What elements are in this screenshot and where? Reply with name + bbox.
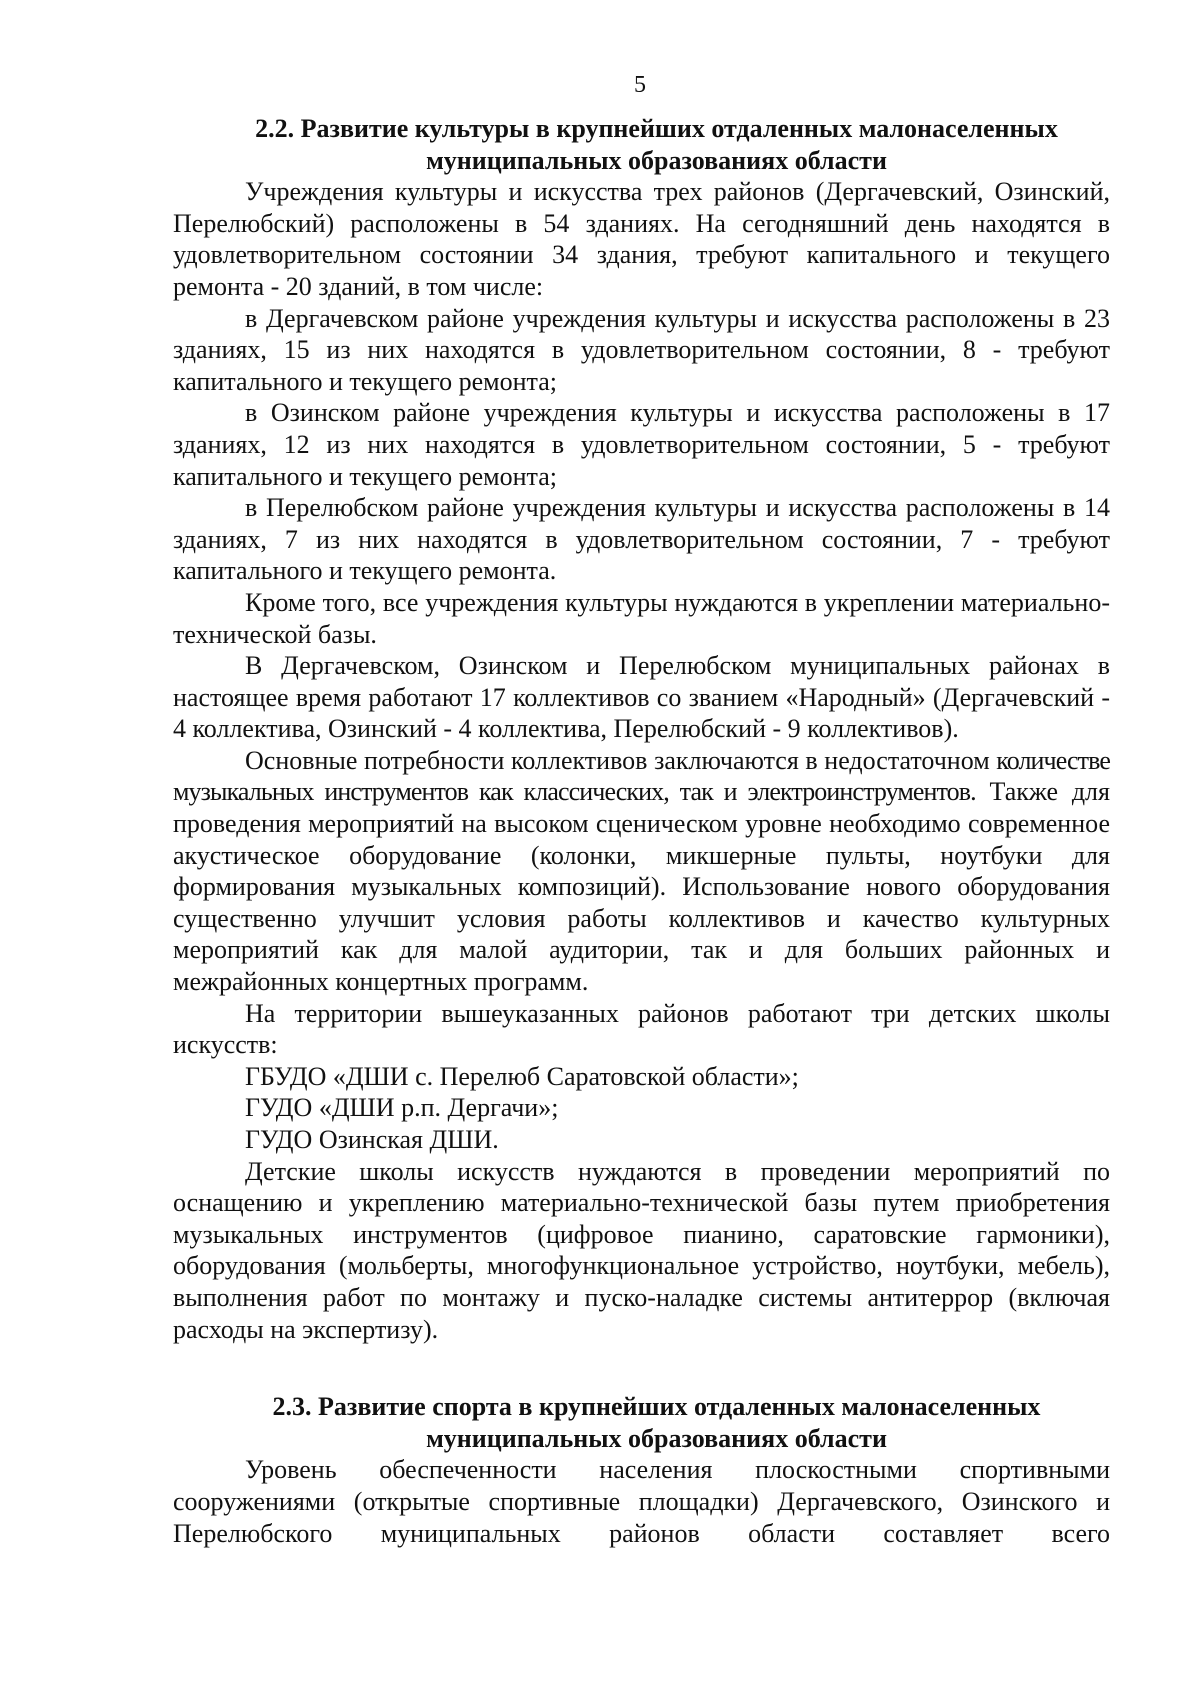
paragraph-buildings-overview: Учреждения культуры и искусства трех районов (Дергачевский, Озинский, Перелюбский) расположены в 54 зданиях. На сегодняшний день находятся в удовлетворительном состоянии 34 здания, требуют капитального и текущего ремонта - 20 зданий, в том числе: — [173, 177, 1110, 301]
collectives-needs-line1: Основные потребности коллективов заключаются в недостаточном — [245, 745, 990, 775]
section-2-3-heading-line1: 2.3. Развитие спорта в крупнейших отдаленных малонаселенных — [272, 1392, 1041, 1422]
collectives-needs-line2: количестве музыкальных инструментов как классических, так и электроинструментов. — [173, 745, 1110, 807]
collectives-needs-rest: Также для проведения мероприятий на высоком сценическом уровне необходимо современное акустическое оборудование (колонки, микшерные пульты, ноутбуки для формирования музыкальных композиций). Использование нового оборудования существенно улучшит условия работы коллективов и качество культурных мероприятий как для малой аудитории, так и для больших районных и межрайонных концертных программ. — [173, 777, 1110, 997]
document-body — [173, 113, 1110, 1549]
paragraph-dergachevsky: в Дергачевском районе учреждения культуры и искусства расположены в 23 зданиях, 15 из них находятся в удовлетворительном состоянии, 8 - требуют капитального и текущего ремонта; — [173, 303, 1110, 396]
school-item: ГУДО «ДШИ р.п. Дергачи»; — [245, 1093, 559, 1123]
section-2-3-heading-line2: муниципальных образованиях области — [426, 1423, 887, 1453]
paragraph-material-base: Кроме того, все учреждения культуры нуждаются в укреплении материально-технической базы. — [173, 587, 1110, 649]
paragraph-sports-facilities: Уровень обеспеченности населения плоскостными спортивными сооружениями (открытые спортивные площадки) Дергачевского, Озинского и Перелюбского муниципальных районов области составляет всего — [173, 1455, 1110, 1548]
section-2-2-heading-line1: 2.2. Развитие культуры в крупнейших отдаленных малонаселенных — [255, 114, 1058, 143]
paragraph-folk-collectives: В Дергачевском, Озинском и Перелюбском муниципальных районах в настоящее время работают 17 коллективов со званием «Народный» (Дергачевский - 4 коллектива, Озинский - 4 коллектива, Перелюбский - 9 коллективов). — [173, 651, 1110, 744]
school-item: ГУДО Озинская ДШИ. — [245, 1125, 499, 1154]
school-item: ГБУДО «ДШИ с. Перелюб Саратовской области»; — [245, 1061, 799, 1091]
paragraph-schools-intro: На территории вышеуказанных районов работают три детских школы искусств: — [173, 998, 1110, 1060]
section-2-2-heading — [173, 113, 1110, 176]
paragraph-schools-needs: Детские школы искусств нуждаются в проведении мероприятий по оснащению и укреплению материально-технической базы путем приобретения музыкальных инструментов (цифровое пианино, саратовские гармоники), оборудования (мольберты, многофункциональное устройство, ноутбуки, мебель), выполнения работ по монтажу и пуско-наладке системы антитеррор (включая расходы на экспертизу). — [173, 1156, 1110, 1344]
paragraph-perelyubsky: в Перелюбском районе учреждения культуры и искусства расположены в 14 зданиях, 7 из них находятся в удовлетворительном состоянии, 7 - требуют капитального и текущего ремонта. — [173, 493, 1110, 586]
section-2-2-heading-line2: муниципальных образованиях области — [426, 145, 887, 175]
section-2-3-heading — [173, 1391, 1110, 1454]
paragraph-ozinsky: в Озинском районе учреждения культуры и искусства расположены в 17 зданиях, 12 из них находятся в удовлетворительном состоянии, 5 - требуют капитального и текущего ремонта; — [173, 398, 1110, 491]
paragraph-collectives-needs — [173, 745, 1110, 998]
page-number: 5 — [634, 72, 646, 98]
